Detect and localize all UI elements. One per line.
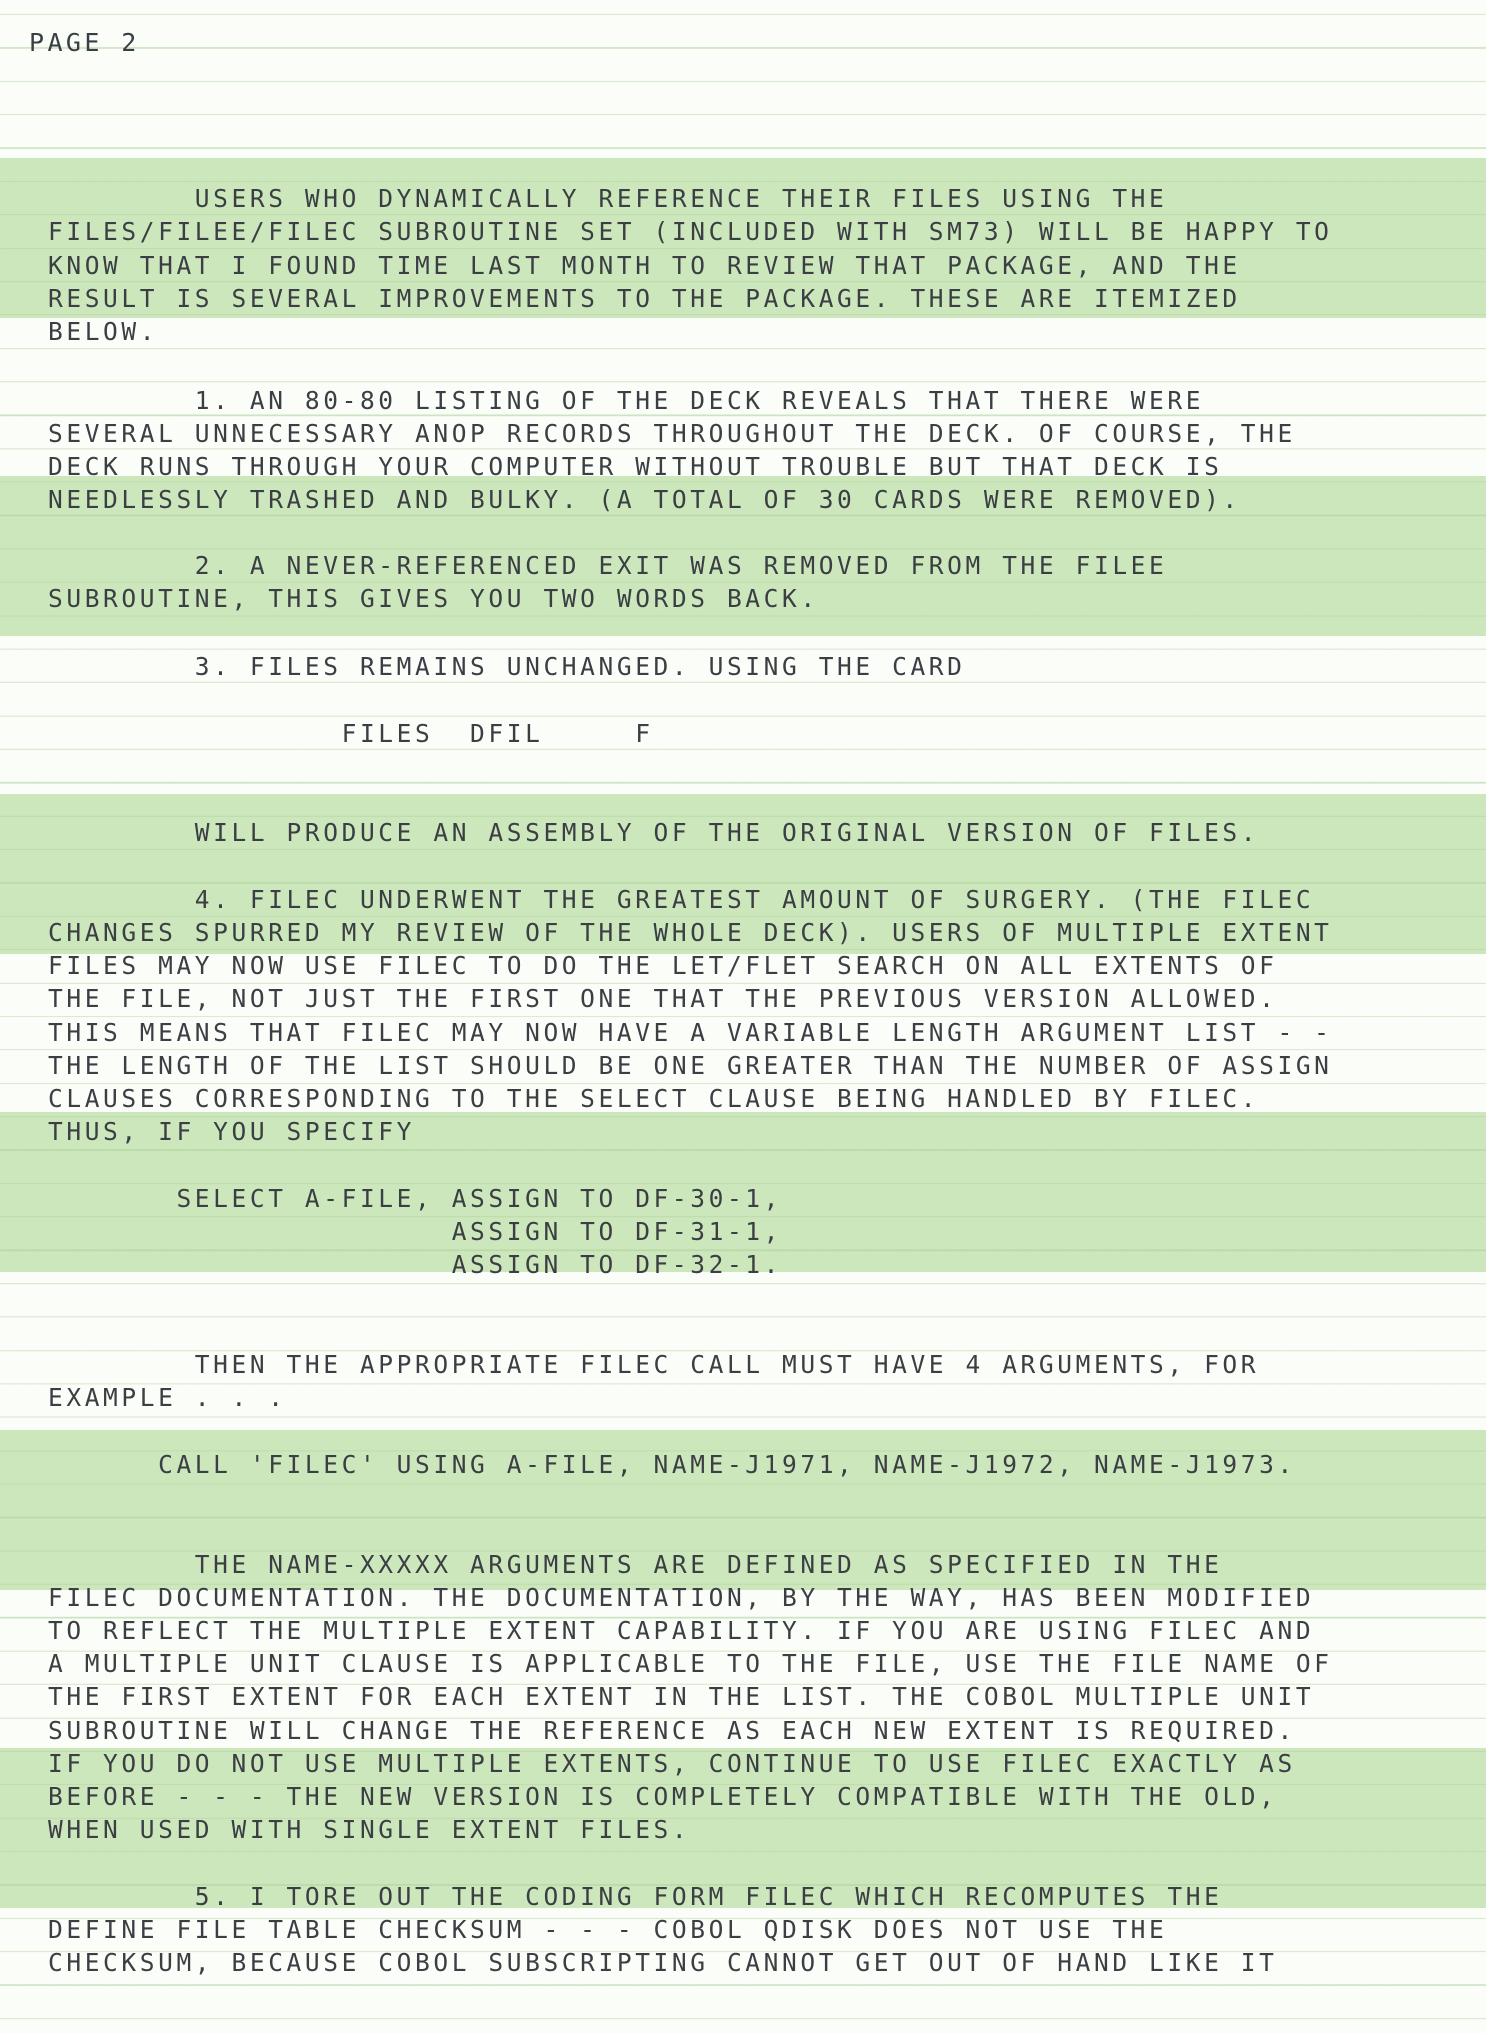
text-line: CHECKSUM, BECAUSE COBOL SUBSCRIPTING CANNOT GET OUT OF HAND LIKE IT xyxy=(48,1948,1278,1977)
text-line: FILES/FILEE/FILEC SUBROUTINE SET (INCLUDED WITH SM73) WILL BE HAPPY TO xyxy=(48,217,1333,246)
text-line: CHANGES SPURRED MY REVIEW OF THE WHOLE DECK). USERS OF MULTIPLE EXTENT xyxy=(48,918,1333,947)
text-line: SEVERAL UNNECESSARY ANOP RECORDS THROUGHOUT THE DECK. OF COURSE, THE xyxy=(48,419,1296,448)
text-line: 5. I TORE OUT THE CODING FORM FILEC WHICH RECOMPUTES THE xyxy=(48,1882,1223,1911)
text-line: CALL 'FILEC' USING A-FILE, NAME-J1971, NAME-J1972, NAME-J1973. xyxy=(48,1450,1296,1479)
text-line: IF YOU DO NOT USE MULTIPLE EXTENTS, CONTINUE TO USE FILEC EXACTLY AS xyxy=(48,1749,1296,1778)
text-line: CLAUSES CORRESPONDING TO THE SELECT CLAUSE BEING HANDLED BY FILEC. xyxy=(48,1084,1260,1113)
text-line: SUBROUTINE WILL CHANGE THE REFERENCE AS EACH NEW EXTENT IS REQUIRED. xyxy=(48,1716,1296,1745)
page-number-label: PAGE 2 xyxy=(29,28,140,57)
text-line: FILEC DOCUMENTATION. THE DOCUMENTATION, BY THE WAY, HAS BEEN MODIFIED xyxy=(48,1583,1315,1612)
text-line: SUBROUTINE, THIS GIVES YOU TWO WORDS BACK. xyxy=(48,584,819,613)
text-line: BEFORE - - - THE NEW VERSION IS COMPLETELY COMPATIBLE WITH THE OLD, xyxy=(48,1782,1278,1811)
text-line: THIS MEANS THAT FILEC MAY NOW HAVE A VARIABLE LENGTH ARGUMENT LIST - - xyxy=(48,1018,1333,1047)
text-line: FILES MAY NOW USE FILEC TO DO THE LET/FLET SEARCH ON ALL EXTENTS OF xyxy=(48,951,1278,980)
text-line: THUS, IF YOU SPECIFY xyxy=(48,1117,416,1146)
text-line: KNOW THAT I FOUND TIME LAST MONTH TO REVIEW THAT PACKAGE, AND THE xyxy=(48,251,1241,280)
text-line: THE LENGTH OF THE LIST SHOULD BE ONE GREATER THAN THE NUMBER OF ASSIGN xyxy=(48,1051,1333,1080)
text-line: WILL PRODUCE AN ASSEMBLY OF THE ORIGINAL VERSION OF FILES. xyxy=(48,818,1260,847)
text-line: THE FIRST EXTENT FOR EACH EXTENT IN THE LIST. THE COBOL MULTIPLE UNIT xyxy=(48,1682,1315,1711)
text-line: EXAMPLE . . . xyxy=(48,1383,287,1412)
text-line: DECK RUNS THROUGH YOUR COMPUTER WITHOUT TROUBLE BUT THAT DECK IS xyxy=(48,452,1223,481)
text-line: ASSIGN TO DF-31-1, xyxy=(48,1217,783,1246)
text-line: A MULTIPLE UNIT CLAUSE IS APPLICABLE TO THE FILE, USE THE FILE NAME OF xyxy=(48,1649,1333,1678)
text-line: THEN THE APPROPRIATE FILEC CALL MUST HAVE 4 ARGUMENTS, FOR xyxy=(48,1350,1260,1379)
text-line: 1. AN 80-80 LISTING OF THE DECK REVEALS THAT THERE WERE xyxy=(48,386,1205,415)
text-line: WHEN USED WITH SINGLE EXTENT FILES. xyxy=(48,1815,691,1844)
text-line: THE NAME-XXXXX ARGUMENTS ARE DEFINED AS SPECIFIED IN THE xyxy=(48,1550,1223,1579)
text-line: SELECT A-FILE, ASSIGN TO DF-30-1, xyxy=(48,1184,783,1213)
text-line: USERS WHO DYNAMICALLY REFERENCE THEIR FILES USING THE xyxy=(48,184,1168,213)
text-line: DEFINE FILE TABLE CHECKSUM - - - COBOL QDISK DOES NOT USE THE xyxy=(48,1915,1168,1944)
text-line: FILES DFIL F xyxy=(48,719,654,748)
text-line: 2. A NEVER-REFERENCED EXIT WAS REMOVED FROM THE FILEE xyxy=(48,551,1168,580)
text-line: 4. FILEC UNDERWENT THE GREATEST AMOUNT OF SURGERY. (THE FILEC xyxy=(48,885,1315,914)
text-line: ASSIGN TO DF-32-1. xyxy=(48,1250,783,1279)
text-line: BELOW. xyxy=(48,317,159,346)
text-line: 3. FILES REMAINS UNCHANGED. USING THE CARD xyxy=(48,652,966,681)
text-line: RESULT IS SEVERAL IMPROVEMENTS TO THE PACKAGE. THESE ARE ITEMIZED xyxy=(48,284,1241,313)
text-line: NEEDLESSLY TRASHED AND BULKY. (A TOTAL OF 30 CARDS WERE REMOVED). xyxy=(48,485,1241,514)
text-line: THE FILE, NOT JUST THE FIRST ONE THAT THE PREVIOUS VERSION ALLOWED. xyxy=(48,984,1278,1013)
text-line: TO REFLECT THE MULTIPLE EXTENT CAPABILITY. IF YOU ARE USING FILEC AND xyxy=(48,1616,1315,1645)
